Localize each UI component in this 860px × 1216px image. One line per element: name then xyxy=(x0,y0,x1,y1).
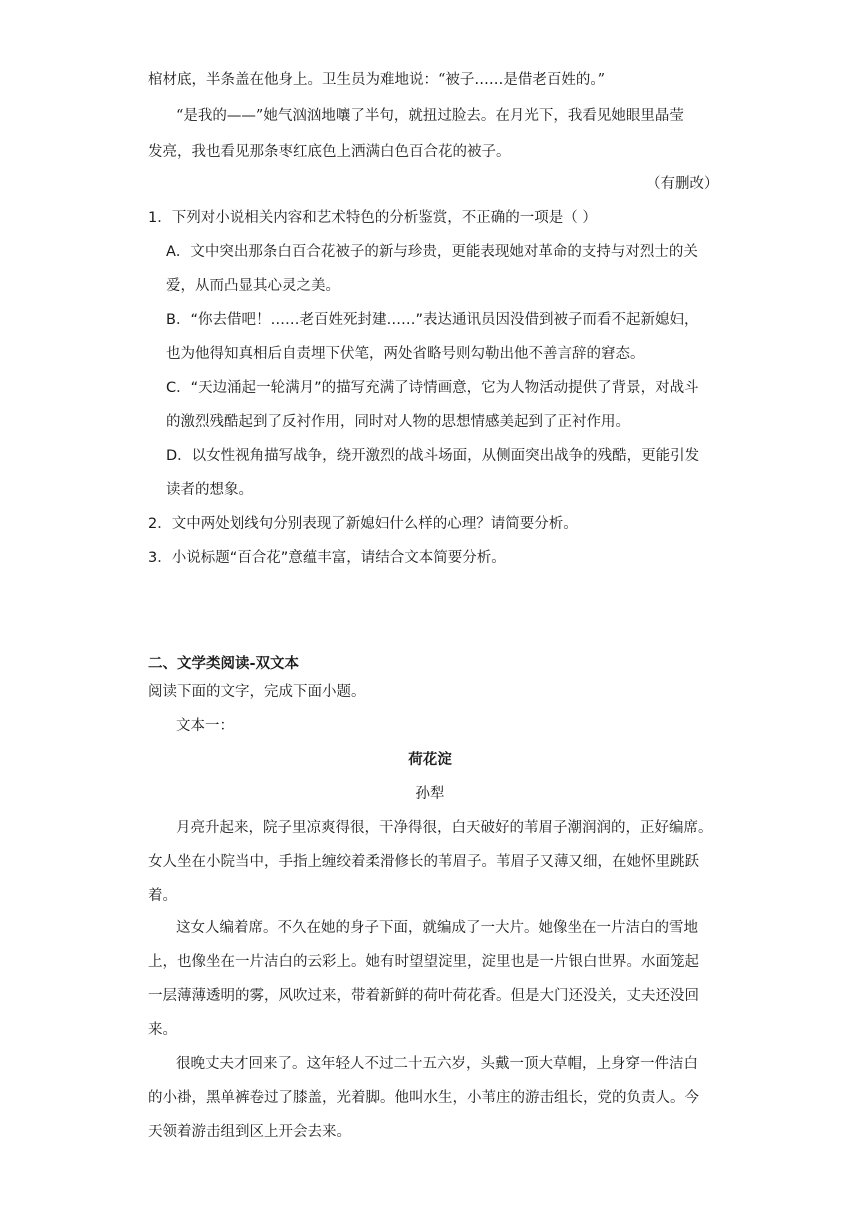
option-c-line: 的激烈残酷起到了反衬作用，同时对人物的思想情感美起到了正衬作用。 xyxy=(166,414,630,430)
passage-line: “是我的——”她气汹汹地嚷了半句，就扭过脸去。在月光下，我看见她眼里晶莹 xyxy=(176,108,684,124)
story-line: 来。 xyxy=(148,1022,177,1038)
story-author: 孙犁 xyxy=(415,786,445,802)
text-label: 文本一： xyxy=(176,718,234,734)
story-line: 着。 xyxy=(148,888,177,904)
option-a-line: A．文中突出那条白百合花被子的新与珍贵，更能表现她对革命的支持与对烈士的关 xyxy=(166,244,698,260)
story-line: 一层薄薄透明的雾，风吹过来，带着新鲜的荷叶荷花香。但是大门还没关，丈夫还没回 xyxy=(148,988,699,1004)
source-note: （有删改） xyxy=(646,176,719,192)
question-1: 1．下列对小说相关内容和艺术特色的分析鉴赏，不正确的一项是（ ） xyxy=(148,210,597,226)
passage-line: 棺材底，半条盖在他身上。卫生员为难地说：“被子……是借老百姓的。” xyxy=(148,72,606,88)
option-d-line: 读者的想象。 xyxy=(166,482,253,498)
question-2: 2．文中两处划线句分别表现了新媳妇什么样的心理？请简要分析。 xyxy=(148,516,578,532)
section-heading: 二、文学类阅读-双文本 xyxy=(148,656,300,672)
story-line: 月亮升起来，院子里凉爽得很，干净得很，白天破好的苇眉子潮润润的，正好编席。 xyxy=(176,820,713,836)
passage-line: 发亮，我也看见那条枣红底色上洒满白色百合花的被子。 xyxy=(148,144,511,160)
option-a-line: 爱，从而凸显其心灵之美。 xyxy=(166,278,340,294)
option-d-line: D．以女性视角描写战争，绕开激烈的战斗场面，从侧面突出战争的残酷，更能引发 xyxy=(166,448,700,464)
option-c-line: C．“天边涌起一轮满月”的描写充满了诗情画意，它为人物活动提供了背景，对战斗 xyxy=(166,380,699,396)
story-line: 上，也像坐在一片洁白的云彩上。她有时望望淀里，淀里也是一片银白世界。水面笼起 xyxy=(148,954,699,970)
story-title: 荷花淀 xyxy=(408,751,452,768)
story-line: 女人坐在小院当中，手指上缠绞着柔滑修长的苇眉子。苇眉子又薄又细，在她怀里跳跃 xyxy=(148,854,699,870)
question-3: 3．小说标题“百合花”意蕴丰富，请结合文本简要分析。 xyxy=(148,550,506,566)
option-b-line: 也为他得知真相后自责埋下伏笔，两处省略号则勾勒出他不善言辞的窘态。 xyxy=(166,346,645,362)
story-line: 很晚丈夫才回来了。这年轻人不过二十五六岁，头戴一顶大草帽，上身穿一件洁白 xyxy=(176,1056,698,1072)
option-b-line: B．“你去借吧！……老百姓死封建……”表达通讯员因没借到被子而看不起新媳妇， xyxy=(166,312,699,328)
story-line: 这女人编着席。不久在她的身子下面，就编成了一大片。她像坐在一片洁白的雪地 xyxy=(176,920,698,936)
story-line: 的小褂，黑单裤卷过了膝盖，光着脚。他叫水生，小苇庄的游击组长，党的负责人。今 xyxy=(148,1090,699,1106)
instruction: 阅读下面的文字，完成下面小题。 xyxy=(148,684,366,700)
story-line: 天领着游击组到区上开会去来。 xyxy=(148,1124,351,1140)
